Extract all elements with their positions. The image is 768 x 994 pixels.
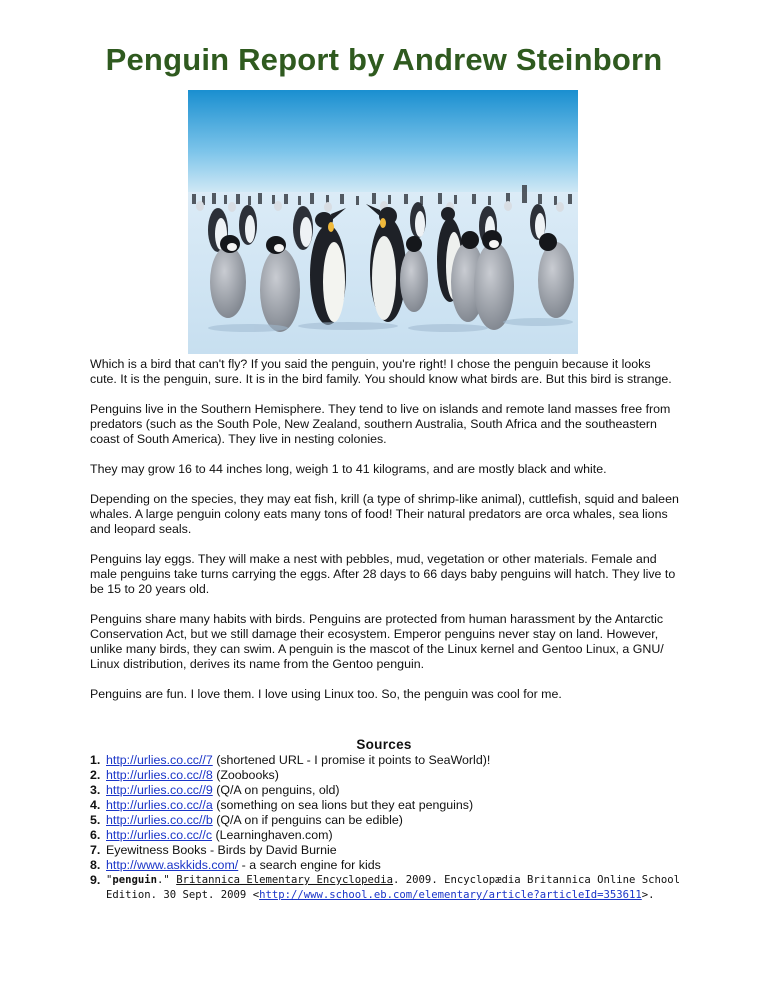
- source-number: 3.: [90, 783, 101, 797]
- citation-encyclopedia: Britannica Elementary Encyclopedia: [176, 874, 394, 886]
- source-number: 1.: [90, 753, 101, 767]
- paragraph: They may grow 16 to 44 inches long, weigh 1 to 41 kilograms, and are mostly black and white.: [90, 462, 607, 476]
- source-link[interactable]: http://urlies.co.cc//7: [106, 753, 213, 767]
- source-link[interactable]: http://urlies.co.cc//a: [106, 798, 213, 812]
- page-title: Penguin Report by Andrew Steinborn: [105, 42, 663, 77]
- source-number: 8.: [90, 858, 101, 872]
- source-item: [90, 858, 690, 873]
- paragraph: Which is a bird that can't fly? If you said the penguin, you're right! I chose the penguin because it looks cute. It is the penguin, sure. It is in the bird family. You should know what birds are. But this bird is strange.: [90, 357, 672, 386]
- source-note: (shortened URL - I promise it points to SeaWorld)!: [212, 753, 491, 767]
- source-item: [90, 768, 690, 783]
- citation-url-link[interactable]: http://www.school.eb.com/elementary/article?articleId=353611: [259, 889, 642, 901]
- sources-heading: Sources: [356, 737, 412, 752]
- source-note: - a search engine for kids: [238, 858, 381, 872]
- paragraph: Depending on the species, they may eat fish, krill (a type of shrimp-like animal), cuttlefish, squid and baleen whales. A large penguin colony eats many tons of food! Their natural predators are orca whales, sea lions and leopard seals.: [90, 492, 679, 536]
- source-link[interactable]: http://www.askkids.com/: [106, 858, 239, 872]
- sources-list: [90, 753, 690, 903]
- source-number: 2.: [90, 768, 101, 782]
- source-link[interactable]: http://urlies.co.cc//c: [106, 828, 213, 842]
- source-item: [90, 813, 690, 828]
- source-note: (Q/A on if penguins can be edible): [212, 813, 403, 827]
- source-number: 6.: [90, 828, 101, 842]
- source-item: [90, 828, 690, 843]
- source-item: [90, 843, 690, 858]
- paragraph: Penguins live in the Southern Hemisphere. They tend to live on islands and remote land masses free from predators (such as the South Pole, New Zealand, southern Australia, South Africa and the southeastern coast of South America). They live in nesting colonies.: [90, 402, 671, 446]
- source-note: Eyewitness Books - Birds by David Burnie: [106, 843, 337, 857]
- source-item: [90, 783, 690, 798]
- citation-details: . 2009. Encyclopædia Britannica Online School Edition. 30 Sept. 2009 <: [106, 874, 681, 901]
- britannica-citation: [106, 873, 690, 903]
- source-number: 5.: [90, 813, 101, 827]
- source-number: 4.: [90, 798, 101, 812]
- paragraph: Penguins share many habits with birds. Penguins are protected from human harassment by the Antarctic Conservation Act, but we still damage their ecosystem. Emperor penguins never stay on land. However, unlike many birds, they can swim. A penguin is the mascot of the Linux kernel and Gentoo Linux, a GNU/ Linux distribution, derives its name from the Gentoo penguin.: [90, 612, 664, 671]
- source-note: (something on sea lions but they eat penguins): [212, 798, 474, 812]
- source-number: 7.: [90, 843, 101, 857]
- penguin-photo: [188, 90, 578, 354]
- citation-quote-close: .": [157, 874, 177, 886]
- source-note: (Zoobooks): [212, 768, 279, 782]
- citation-term: penguin: [112, 874, 158, 886]
- source-item: [90, 753, 690, 768]
- source-item: [90, 873, 690, 903]
- paragraph: Penguins are fun. I love them. I love using Linux too. So, the penguin was cool for me.: [90, 687, 562, 701]
- source-note: (Q/A on penguins, old): [212, 783, 340, 797]
- citation-quote-open: ": [106, 874, 113, 886]
- source-link[interactable]: http://urlies.co.cc//8: [106, 768, 213, 782]
- source-number: 9.: [90, 873, 101, 887]
- source-link[interactable]: http://urlies.co.cc//9: [106, 783, 213, 797]
- source-link[interactable]: http://urlies.co.cc//b: [106, 813, 213, 827]
- citation-end: >.: [641, 889, 655, 901]
- source-note: (Learninghaven.com): [212, 828, 333, 842]
- source-item: [90, 798, 690, 813]
- paragraph: Penguins lay eggs. They will make a nest with pebbles, mud, vegetation or other materials. Female and male penguins take turns carrying the eggs. After 28 days to 66 days baby penguins will hatch. They live to be 15 to 20 years old.: [90, 552, 676, 596]
- report-body: [90, 357, 680, 717]
